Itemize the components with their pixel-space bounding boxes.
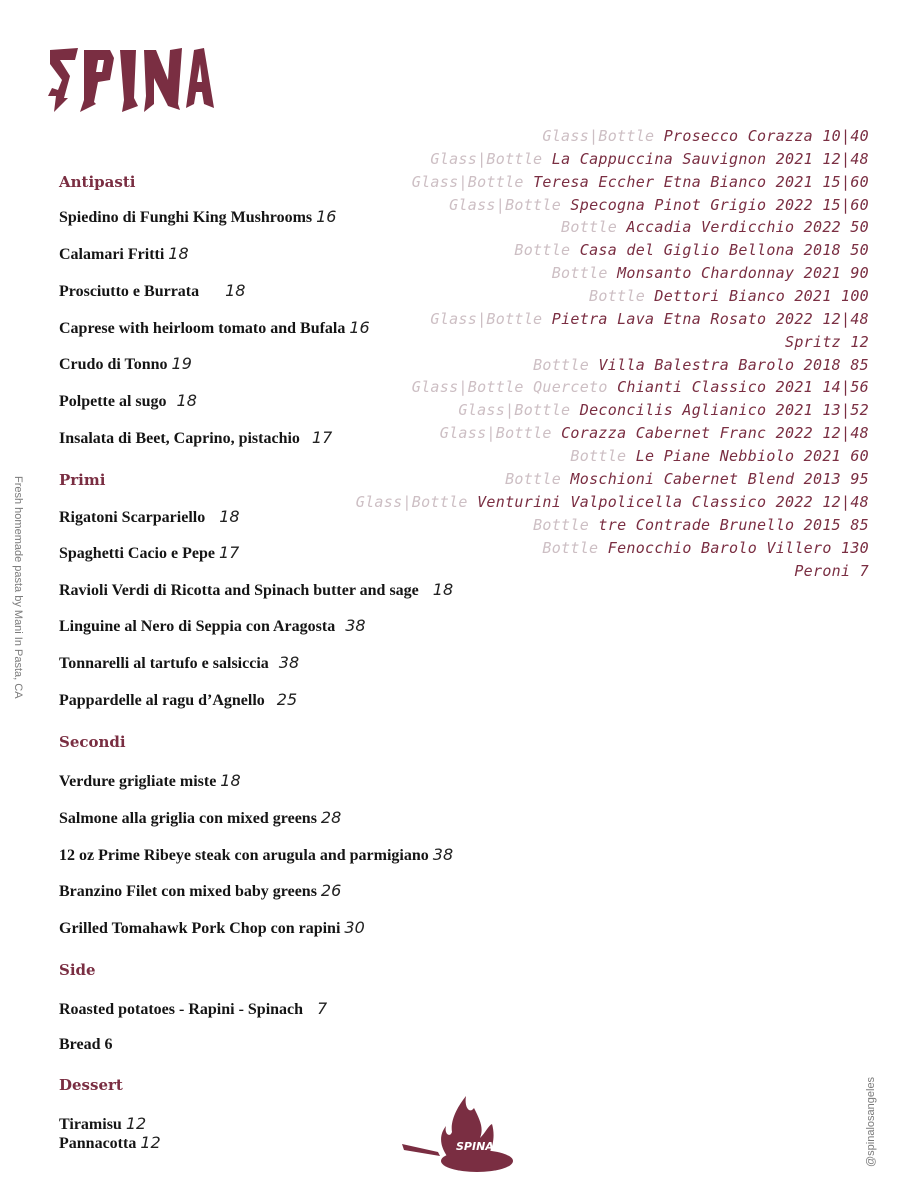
menu-item [59,808,341,828]
wine-name: Villa Balestra Barolo 2018 85 [598,356,869,374]
wine-line [505,470,869,488]
wine-name: Chianti Classico 2021 14|56 [617,378,869,396]
menu-item [59,281,245,301]
menu-item [59,580,453,600]
menu-item [59,771,241,791]
wine-name: Dettori Bianco 2021 100 [654,287,869,305]
item-name: Prosciutto e Burrata [59,283,200,300]
item-name: Insalata di Beet, Caprino, pistachio [59,430,300,447]
wine-name: La Cappuccina Sauvignon 2021 12|48 [551,150,869,168]
item-name: Pannacotta [59,1135,137,1152]
wine-name: Specogna Pinot Grigio 2022 15|60 [570,196,869,214]
wine-name: Fenocchio Barolo Villero 130 [607,539,869,557]
wine-serve: Glass|Bottle [355,493,468,511]
item-price: 18 [225,281,246,300]
wine-serve: Glass|Bottle [542,127,655,145]
item-name: Ravioli Verdi di Ricotta and Spinach butter and sage [59,582,419,599]
wine-serve: Bottle [589,287,646,305]
wine-line [412,173,869,191]
item-name: Tonnarelli al tartufo e salsiccia [59,655,269,672]
wine-line [552,264,869,282]
item-price: 18 [168,244,189,263]
menu-item [59,207,336,227]
item-name: Caprese with heirloom tomato and Bufala [59,320,346,337]
item-price: 18 [176,391,197,410]
spina-logo [44,46,216,119]
wine-line [533,516,869,534]
item-name: 12 oz Prime Ribeye steak con arugula and parmigiano [59,847,429,864]
item-price: 16 [316,207,337,226]
wine-name: Le Piane Nebbiolo 2021 60 [635,447,869,465]
wine-name: Monsanto Chardonnay 2021 90 [617,264,869,282]
item-price: 12 [125,1114,147,1133]
menu-item [59,845,453,865]
item-price: 26 [320,881,342,900]
menu-item [59,1114,146,1134]
item-price: 25 [276,690,298,709]
item-price: 18 [219,507,240,526]
wine-serve: Glass|Bottle [458,401,571,419]
item-name: Tiramisu [59,1116,122,1133]
section-title-secondi: Secondi [59,733,126,751]
wine-serve: Bottle [570,447,627,465]
item-name: Branzino Filet con mixed baby greens [59,883,317,900]
wine-line [570,447,869,465]
item-name: Grilled Tomahawk Pork Chop con rapini [59,920,341,937]
menu-item [59,391,197,411]
wine-name: Corazza Cabernet Franc 2022 12|48 [561,424,869,442]
item-price: 7 [317,999,328,1018]
wine-line [430,310,869,328]
wine-name: Deconcilis Aglianico 2021 13|52 [579,401,869,419]
wine-serve: Bottle [561,218,618,236]
item-name: Bread 6 [59,1036,113,1053]
item-price: 17 [218,543,240,562]
section-title-side: Side [59,961,96,979]
wine-name: Accadia Verdicchio 2022 50 [626,218,869,236]
social-handle [865,1075,881,1167]
menu-item [59,543,239,563]
item-price: 19 [171,354,192,373]
wine-name: Peroni 7 [794,562,869,580]
wine-serve: Bottle [542,539,599,557]
item-price: 12 [140,1133,161,1152]
wine-name: Casa del Giglio Bellona 2018 50 [579,241,869,259]
wine-name: tre Contrade Brunello 2015 85 [598,516,869,534]
item-price: 17 [311,428,333,447]
social-handle-text: @spinalosangeles [865,1076,877,1167]
wine-line [589,287,869,305]
wine-line [533,356,869,374]
menu-item [59,653,299,673]
wine-line [542,539,869,557]
pan-flame-logo [400,1088,520,1183]
wine-serve: Bottle [533,356,590,374]
section-title-antipasti: Antipasti [59,173,136,191]
menu-item [59,918,365,938]
item-name: Rigatoni Scarpariello [59,509,206,526]
item-name: Linguine al Nero di Seppia con Aragosta [59,618,336,635]
wine-line [356,493,869,511]
item-name: Salmone alla griglia con mixed greens [59,810,317,827]
item-name: Spiedino di Funghi King Mushrooms [59,209,313,226]
menu-item [59,354,192,374]
wine-line [561,218,869,236]
wine-serve: Glass|Bottle [430,150,543,168]
wine-serve: Glass|Bottle Querceto [411,378,608,396]
wine-serve: Glass|Bottle [430,310,543,328]
item-name: Spaghetti Cacio e Pepe [59,545,215,562]
wine-serve: Bottle [514,241,571,259]
wine-serve: Bottle [551,264,608,282]
menu-item [59,507,240,527]
section-title-dessert: Dessert [59,1076,123,1094]
wine-line [514,241,869,259]
wine-line [785,333,869,351]
item-name: Polpette al sugo [59,393,167,410]
menu-item [59,690,297,710]
wine-line [430,150,869,168]
section-title-primi: Primi [59,471,106,489]
wine-name: Spritz 12 [785,333,869,351]
menu-item [59,1133,161,1153]
item-price: 18 [432,580,454,599]
wine-line [794,562,869,580]
item-price: 28 [320,808,342,827]
pasta-note [11,476,27,699]
wine-serve: Bottle [533,516,590,534]
wine-name: Moschioni Cabernet Blend 2013 95 [570,470,869,488]
item-price: 38 [432,845,454,864]
wine-name: Pietra Lava Etna Rosato 2022 12|48 [551,310,869,328]
menu-item [59,999,327,1019]
item-name: Calamari Fritti [59,246,165,263]
item-name: Pappardelle al ragu d’Agnello [59,692,265,709]
item-price: 38 [278,653,300,672]
menu-item [59,1036,112,1054]
wine-name: Prosecco Corazza 10|40 [663,127,869,145]
pasta-note-text: Fresh homemade pasta by Mani In Pasta, CA [12,476,24,699]
wine-name: Venturini Valpolicella Classico 2022 12|48 [477,493,869,511]
item-price: 18 [220,771,241,790]
menu-item [59,881,341,901]
item-price: 30 [344,918,365,937]
wine-serve: Bottle [505,470,562,488]
wine-name: Teresa Eccher Etna Bianco 2021 15|60 [533,173,869,191]
wine-line [458,401,869,419]
item-name: Roasted potatoes - Rapini - Spinach [59,1001,304,1018]
wine-line [449,196,869,214]
item-price: 38 [345,616,366,635]
menu-item [59,244,189,264]
wine-serve: Glass|Bottle [439,424,552,442]
wine-serve: Glass|Bottle [411,173,524,191]
item-name: Crudo di Tonno [59,356,168,373]
wine-line [542,127,869,145]
item-price: 16 [349,318,370,337]
svg-text:SPINA: SPINA [456,1140,494,1153]
item-name: Verdure grigliate miste [59,773,217,790]
menu-item [59,616,366,636]
menu-item [59,318,370,338]
wine-line [440,424,869,442]
wine-serve: Glass|Bottle [449,196,562,214]
menu-item [59,428,332,448]
wine-line [412,378,869,396]
